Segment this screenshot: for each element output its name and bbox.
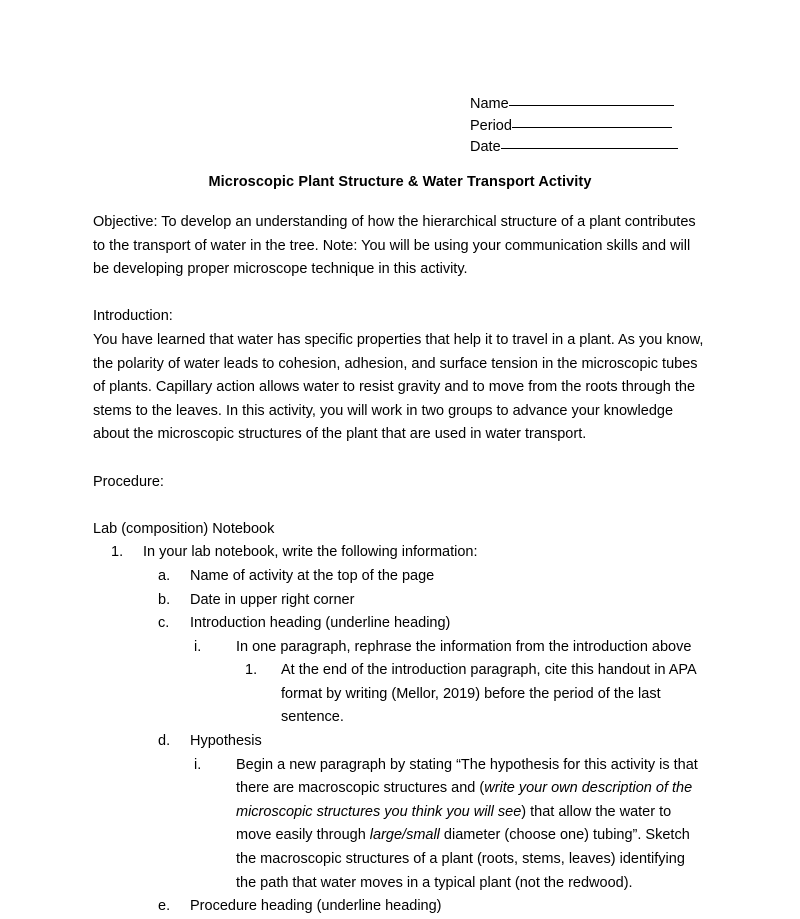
list-item-1a	[158, 565, 707, 589]
spacer	[93, 282, 707, 306]
list-marker: i.	[194, 638, 202, 655]
name-label: Name	[470, 96, 509, 112]
hypothesis-text-part1: Begin a new paragraph by stating “The hypothesis for this activity is that there are macroscopic structures and (	[236, 756, 698, 797]
spacer	[93, 447, 707, 471]
list-item-1c-i	[194, 636, 707, 660]
hypothesis-italic-description: write your own description of the microscopic structures you think you will see	[236, 780, 693, 820]
document-body	[93, 211, 707, 919]
procedure-heading: Procedure:	[93, 473, 164, 490]
list-marker: b.	[158, 591, 171, 608]
procedure-outline	[93, 518, 707, 919]
list-item-label: In your lab notebook, write the following information:	[143, 544, 478, 561]
spacer	[93, 494, 707, 518]
hypothesis-text-part3: diameter (choose one) tubing”. Sketch the macroscopic structures of a plant (roots, stems, leaves) identifying the path that water moves in a typical plant (not the redwood).	[236, 827, 690, 891]
list-item-lab-notebook	[93, 518, 707, 542]
list-item-label: Hypothesis	[190, 733, 262, 750]
list-item-1c-i-1	[245, 659, 707, 730]
period-label: Period	[470, 117, 512, 134]
date-blank-line[interactable]	[501, 136, 678, 149]
hypothesis-italic-choice: large/small	[369, 827, 440, 844]
list-item-label: Date in upper right corner	[190, 591, 355, 608]
list-item-label: At the end of the introduction paragraph, cite this handout in APA format by writing (Mellor, 2019) before the period of the last sentence.	[281, 662, 696, 726]
list-item-1	[111, 541, 707, 565]
period-blank-line[interactable]	[512, 115, 672, 128]
introduction-heading: Introduction:	[93, 308, 173, 325]
list-marker: e.	[158, 898, 171, 915]
list-marker: c.	[158, 615, 170, 632]
list-marker: 1.	[245, 662, 258, 679]
name-blank-line[interactable]	[509, 93, 674, 106]
list-item-1c	[158, 612, 707, 636]
list-item-label: In one paragraph, rephrase the information from the introduction above	[236, 638, 692, 655]
list-item-1d-i	[194, 754, 707, 896]
list-marker: a.	[158, 567, 171, 584]
list-item-label: Lab (composition) Notebook	[93, 520, 275, 537]
list-marker: i.	[194, 756, 202, 773]
date-field-row	[470, 136, 730, 158]
list-item-label	[236, 754, 707, 896]
list-item-1e	[158, 895, 707, 919]
list-item-label: Name of activity at the top of the page	[190, 567, 435, 584]
hypothesis-text-part2: ) that allow the water to move easily through	[236, 803, 672, 844]
list-item-label: Introduction heading (underline heading)	[190, 615, 451, 632]
date-label: Date	[470, 139, 501, 155]
list-marker: 1.	[111, 544, 124, 561]
list-marker: d.	[158, 733, 171, 750]
list-item-1b	[158, 589, 707, 613]
name-field-row	[470, 93, 730, 115]
list-item-label: Procedure heading (underline heading)	[190, 898, 442, 915]
list-item-1d	[158, 730, 707, 754]
page-title: Microscopic Plant Structure & Water Transport Activity	[208, 174, 592, 190]
period-field-row	[470, 115, 730, 137]
introduction-paragraph: You have learned that water has specific properties that help it to travel in a plant. As you know, the polarity of water leads to cohesion, adhesion, and surface tension in the microscopic tubes of plants. Capillary action allows water to resist gravity and to move from the roots through the stems to the leaves. In this activity, you will work in two groups to advance your knowledge about the microscopic structures of the plant that are used in water transport.	[93, 331, 704, 443]
student-info-header	[470, 93, 730, 158]
objective-paragraph: Objective: To develop an understanding of how the hierarchical structure of a plant contributes to the transport of water in the tree. Note: You will be using your communication skills and will be developing proper microscope technique in this activity.	[93, 214, 696, 278]
